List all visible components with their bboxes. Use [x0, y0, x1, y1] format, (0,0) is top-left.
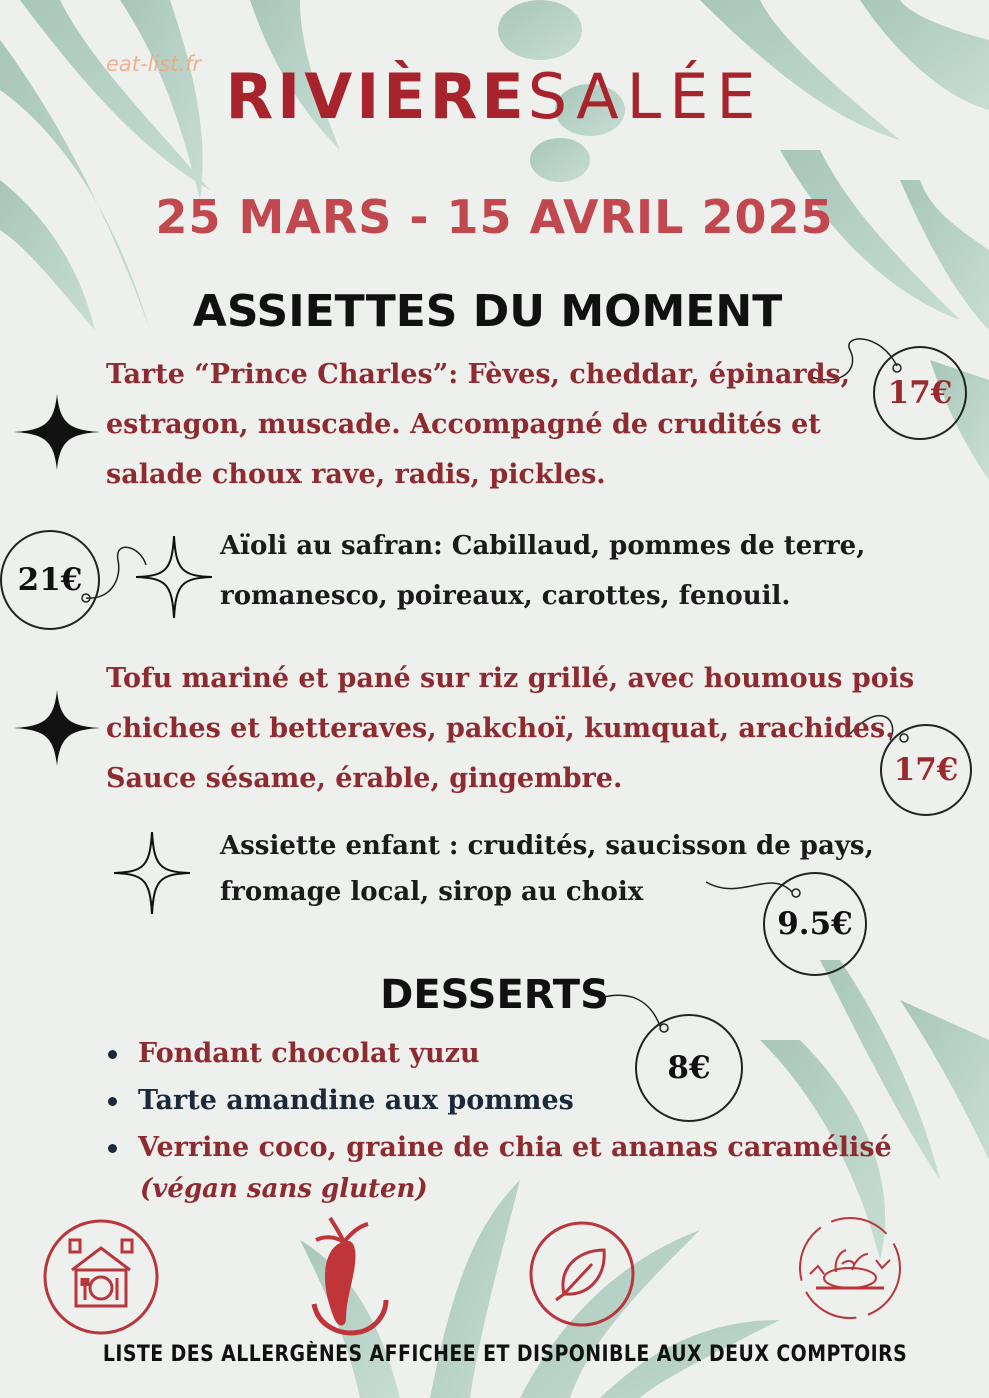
price-tag: 17€: [880, 724, 972, 816]
price-tag: 21€: [0, 530, 100, 630]
price-tag: 8€: [635, 1014, 743, 1122]
price-tag: 17€: [873, 346, 967, 440]
dish-item: Tarte “Prince Charles”: Fèves, cheddar, épinards, estragon, muscade. Accompagné de crudités et salade choux rave, radis, pickles.: [106, 359, 851, 490]
section-title-plates: ASSIETTES DU MOMENT: [192, 286, 783, 337]
dish-item: Tofu mariné et pané sur riz grillé, avec houmous pois chiches et betteraves, pakchoï, kumquat, arachides. Sauce sésame, érable, gingembre.: [106, 663, 915, 794]
dish-item: Assiette enfant : crudités, saucisson de pays, fromage local, sirop au choix: [220, 831, 874, 907]
date-range: 25 MARS - 15 AVRIL 2025: [155, 190, 834, 244]
section-title-desserts: DESSERTS: [380, 972, 609, 1018]
sparkle-icon: [114, 832, 190, 914]
allergen-notice: LISTE DES ALLERGÈNES AFFICHEE ET DISPONIBLE AUX DEUX COMPTOIRS: [102, 1342, 908, 1367]
sparkle-icon: [14, 394, 100, 470]
chili-pepper-icon: [294, 1214, 394, 1338]
restaurant-house-icon: [42, 1218, 160, 1336]
compost-recycle-icon: [796, 1214, 904, 1322]
leaf-icon: [528, 1220, 636, 1328]
dish-item: Aïoli au safran: Cabillaud, pommes de terre, romanesco, poireaux, carottes, fenouil.: [220, 531, 866, 611]
dessert-note: (végan sans gluten): [140, 1174, 428, 1204]
brand-part-2: SALÉE: [527, 60, 764, 133]
list-item: Tarte amandine aux pommes: [104, 1077, 924, 1124]
sparkle-icon: [136, 536, 212, 618]
sparkle-icon: [14, 690, 100, 766]
dessert-list: [104, 1030, 924, 1171]
brand-part-1: RIVIÈRE: [225, 60, 528, 133]
price-tag: 9.5€: [763, 872, 867, 976]
list-item: Fondant chocolat yuzu: [104, 1030, 924, 1077]
list-item: Verrine coco, graine de chia et ananas caramélisé: [104, 1124, 924, 1171]
watermark: eat-list.fr: [106, 52, 202, 76]
